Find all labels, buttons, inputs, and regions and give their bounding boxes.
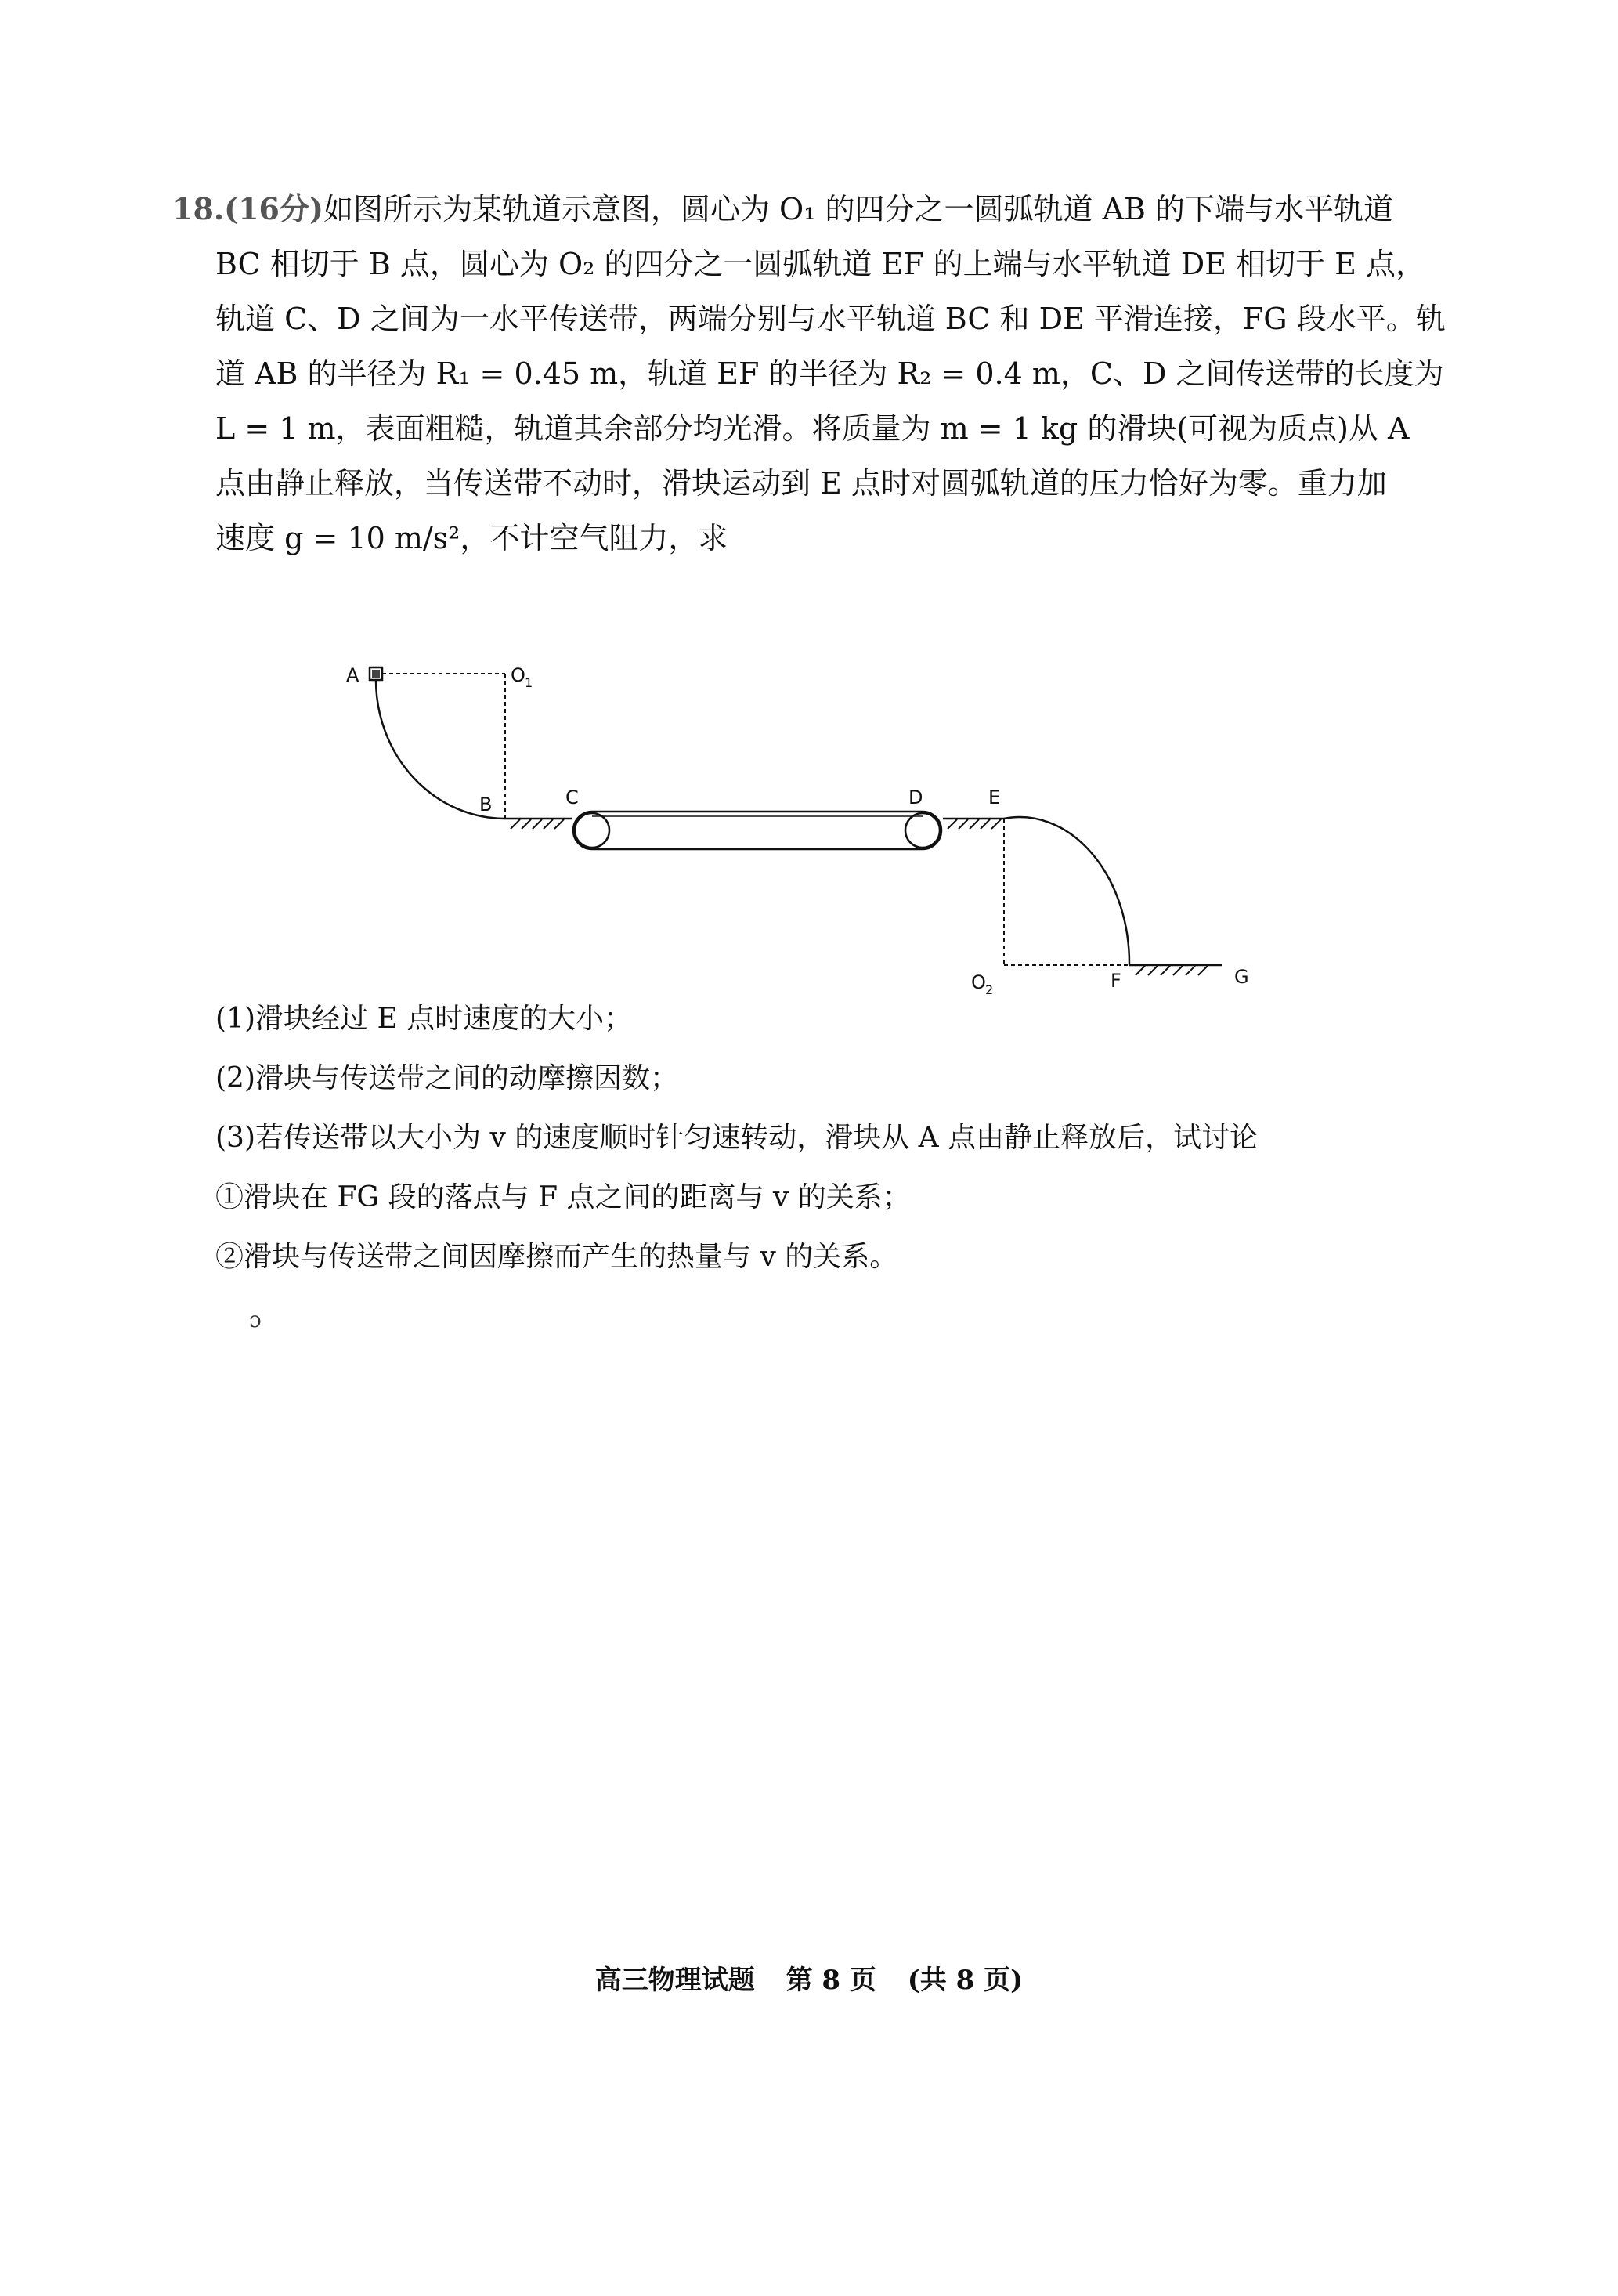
label-o1-subscript: 1 — [525, 675, 533, 690]
stem-line-7: 速度 g = 10 m/s²，不计空气阻力，求 — [215, 521, 728, 555]
footer-title: 高三物理试题 — [594, 1965, 755, 1996]
ground-hatch-de — [948, 819, 1001, 829]
label-a: A — [346, 664, 359, 686]
footer-total: (共 8 页) — [907, 1965, 1024, 1996]
pulley-right — [905, 813, 940, 848]
label-d: D — [908, 786, 923, 808]
label-b: B — [479, 794, 493, 815]
conveyor-belt — [573, 812, 941, 849]
stem-line-5: L = 1 m，表面粗糙，轨道其余部分均光滑。将质量为 m = 1 kg 的滑块(可视为质点)从 A — [215, 411, 1410, 446]
stray-mark: ɔ — [249, 1307, 262, 1332]
question-stem — [215, 237, 1468, 566]
subquestion-3: (3)若传送带以大小为 v 的速度顺时针匀速转动，滑块从 A 点由静止释放后，试讨论 — [215, 1122, 1259, 1154]
question-number: 18. — [172, 191, 225, 226]
label-c: C — [565, 786, 579, 808]
page-footer — [0, 1958, 1618, 1997]
label-f: F — [1111, 970, 1121, 992]
label-e: E — [988, 786, 1001, 808]
stem-line-2: BC 相切于 B 点，圆心为 O₂ 的四分之一圆弧轨道 EF 的上端与水平轨道 DE 相切于 E 点， — [215, 247, 1425, 281]
track-diagram — [329, 650, 1269, 995]
stem-line-3: 轨道 C、D 之间为一水平传送带，两端分别与水平轨道 BC 和 DE 平滑连接，FG 段水平。轨 — [215, 302, 1446, 336]
label-o1: O — [511, 664, 525, 686]
ground-hatch-fg — [1136, 966, 1208, 975]
subquestion-3-part-1: ①滑块在 FG 段的落点与 F 点之间的距离与 v 的关系； — [215, 1181, 911, 1213]
footer-page: 第 8 页 — [786, 1965, 876, 1996]
subquestion-1: (1)滑块经过 E 点时速度的大小； — [215, 1003, 633, 1035]
arc-ef — [1004, 817, 1129, 965]
question-18-first-line — [172, 182, 1457, 237]
question-points: (16分) — [224, 191, 323, 226]
stem-line-6: 点由静止释放，当传送带不动时，滑块运动到 E 点时对圆弧轨道的压力恰好为零。重力加 — [215, 466, 1387, 501]
label-g: G — [1234, 966, 1249, 988]
ground-hatch-bc — [511, 819, 564, 829]
stem-line-1: 如图所示为某轨道示意图，圆心为 O₁ 的四分之一圆弧轨道 AB 的下端与水平轨道 — [323, 192, 1394, 226]
subquestion-3-part-2: ②滑块与传送带之间因摩擦而产生的热量与 v 的关系。 — [215, 1241, 898, 1273]
subquestion-2: (2)滑块与传送带之间的动摩擦因数； — [215, 1062, 678, 1094]
label-o2-subscript: 2 — [985, 982, 994, 995]
stem-line-4: 道 AB 的半径为 R₁ = 0.45 m，轨道 EF 的半径为 R₂ = 0.4 m，C、D 之间传送带的长度为 — [215, 356, 1444, 391]
label-o2: O — [971, 971, 986, 993]
pulley-left — [575, 813, 609, 848]
